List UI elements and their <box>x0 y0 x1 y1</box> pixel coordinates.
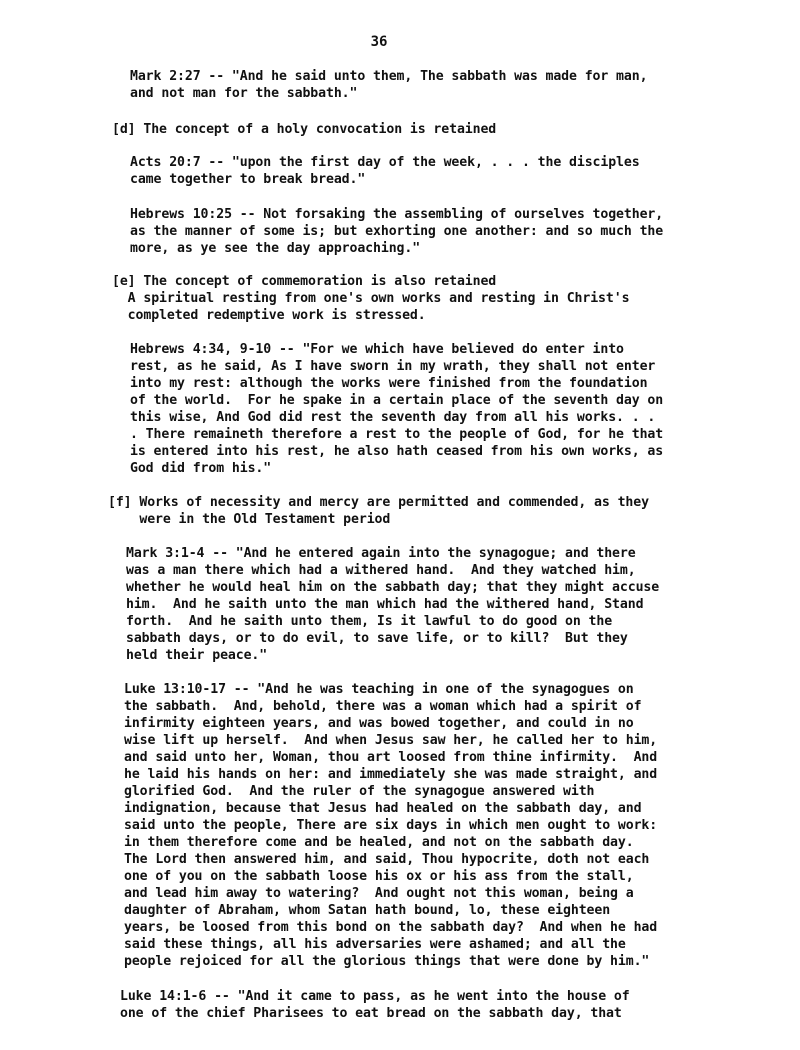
text-line: indignation, because that Jesus had healed on the sabbath day, and <box>124 801 642 816</box>
text-line: people rejoiced for all the glorious things that were done by him." <box>124 954 650 969</box>
section-heading-d <box>112 121 496 138</box>
section-heading-e <box>112 273 629 324</box>
text-line: rest, as he said, As I have sworn in my wrath, they shall not enter <box>130 359 656 374</box>
text-line: as the manner of some is; but exhorting one another: and so much the <box>130 224 664 239</box>
quote-mark-3-1-4 <box>126 545 659 664</box>
quote-mark-2-27 <box>130 68 647 102</box>
text-line: him. And he saith unto the man which had the withered hand, Stand <box>126 597 644 612</box>
text-line: God did from his." <box>130 461 272 476</box>
text-line: Luke 14:1-6 -- "And it came to pass, as he went into the house of <box>120 989 630 1004</box>
text-line: is entered into his rest, he also hath ceased from his own works, as <box>130 444 664 459</box>
quote-hebrews-4-34 <box>130 341 663 477</box>
text-line: and said unto her, Woman, thou art loosed from thine infirmity. And <box>124 750 658 765</box>
text-line: whether he would heal him on the sabbath day; that they might accuse <box>126 580 660 595</box>
text-line: Acts 20:7 -- "upon the first day of the week, . . . the disciples <box>130 155 640 170</box>
text-line: held their peace." <box>126 648 268 663</box>
text-line: one of the chief Pharisees to eat bread on the sabbath day, that <box>120 1006 622 1021</box>
text-line: Mark 3:1-4 -- "And he entered again into the synagogue; and there <box>126 546 636 561</box>
text-line: he laid his hands on her: and immediately she was made straight, and <box>124 767 658 782</box>
text-line: glorified God. And the ruler of the synagogue answered with <box>124 784 595 799</box>
text-line: and not man for the sabbath." <box>130 86 358 101</box>
text-line: and lead him away to watering? And ought not this woman, being a <box>124 886 634 901</box>
text-line: wise lift up herself. And when Jesus saw her, he called her to him, <box>124 733 658 748</box>
text-line: said these things, all his adversaries were ashamed; and all the <box>124 937 626 952</box>
text-line: in them therefore come and be healed, and not on the sabbath day. <box>124 835 634 850</box>
text-line: . There remaineth therefore a rest to the people of God, for he that <box>130 427 664 442</box>
text-line: [e] The concept of commemoration is also retained <box>112 274 497 289</box>
quote-luke-13-10-17 <box>124 681 657 970</box>
text-line: Mark 2:27 -- "And he said unto them, The sabbath was made for man, <box>130 69 648 84</box>
text-line: the sabbath. And, behold, there was a woman which had a spirit of <box>124 699 642 714</box>
text-line: this wise, And God did rest the seventh day from all his works. . . <box>130 410 656 425</box>
text-line: Hebrews 4:34, 9-10 -- "For we which have believed do enter into <box>130 342 624 357</box>
text-line: forth. And he saith unto them, Is it lawful to do good on the <box>126 614 613 629</box>
text-line: of the world. For he spake in a certain place of the seventh day on <box>130 393 664 408</box>
text-line: completed redemptive work is stressed. <box>112 308 426 323</box>
text-line: daughter of Abraham, whom Satan hath bound, lo, these eighteen <box>124 903 611 918</box>
text-line: Luke 13:10-17 -- "And he was teaching in one of the synagogues on <box>124 682 634 697</box>
text-line: [f] Works of necessity and mercy are permitted and commended, as they <box>108 495 649 510</box>
text-line: A spiritual resting from one's own works and resting in Christ's <box>112 291 630 306</box>
text-line: one of you on the sabbath loose his ox or his ass from the stall, <box>124 869 634 884</box>
section-heading-f <box>108 494 649 528</box>
text-line: infirmity eighteen years, and was bowed together, and could in no <box>124 716 634 731</box>
text-line: into my rest: although the works were finished from the foundation <box>130 376 648 391</box>
text-line: The Lord then answered him, and said, Thou hypocrite, doth not each <box>124 852 650 867</box>
text-line: were in the Old Testament period <box>108 512 391 527</box>
text-line: said unto the people, There are six days in which men ought to work: <box>124 818 658 833</box>
page-number: 36 <box>370 34 388 50</box>
quote-luke-14-1-6 <box>120 988 630 1022</box>
text-line: Hebrews 10:25 -- Not forsaking the assembling of ourselves together, <box>130 207 664 222</box>
text-line: came together to break bread." <box>130 172 366 187</box>
text-line: [d] The concept of a holy convocation is retained <box>112 122 497 137</box>
quote-hebrews-10-25 <box>130 206 663 257</box>
text-line: was a man there which had a withered hand. And they watched him, <box>126 563 636 578</box>
text-line: years, be loosed from this bond on the sabbath day? And when he had <box>124 920 658 935</box>
text-line: sabbath days, or to do evil, to save life, or to kill? But they <box>126 631 628 646</box>
text-line: more, as ye see the day approaching." <box>130 241 421 256</box>
quote-acts-20-7 <box>130 154 640 188</box>
